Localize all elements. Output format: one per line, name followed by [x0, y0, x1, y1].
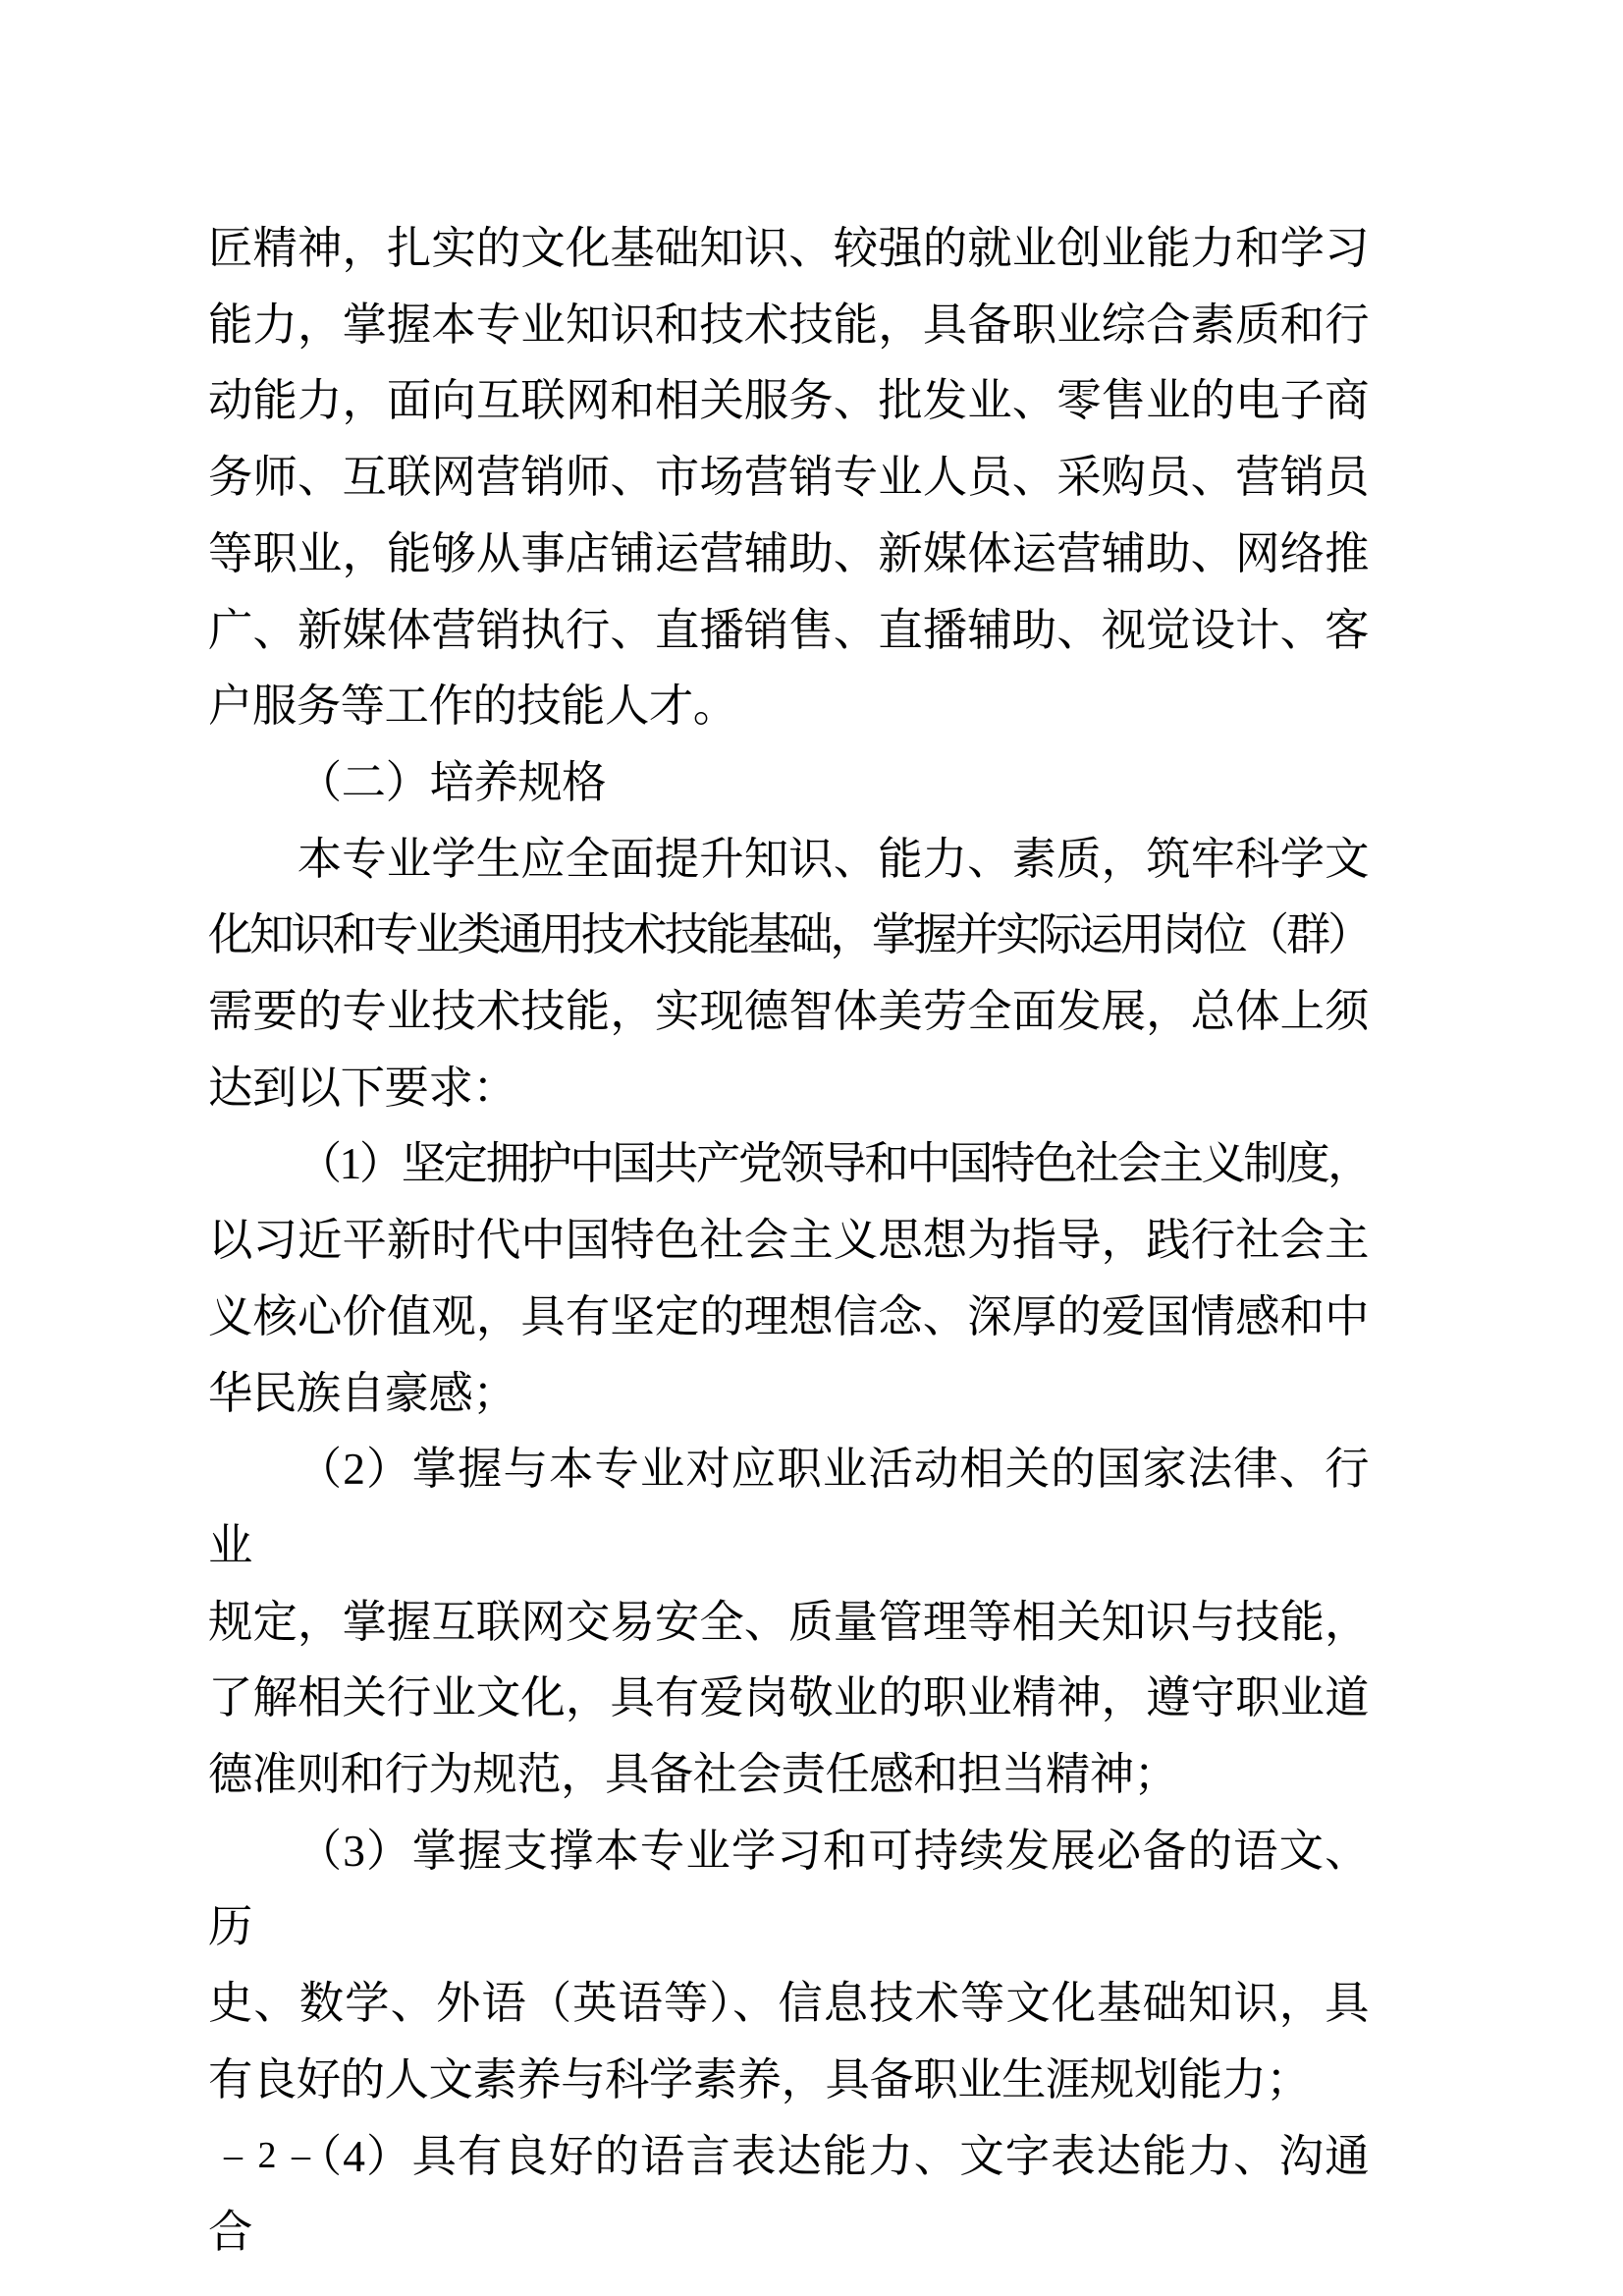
text-line: 达到以下要求： [208, 1063, 517, 1113]
text-line: 广、新媒体营销执行、直播销售、直播辅助、视觉设计、客 [208, 605, 1369, 655]
text-line: 德准则和行为规范，具备社会责任感和担当精神； [208, 1750, 1178, 1800]
text-line: 华民族自豪感； [208, 1368, 517, 1418]
page-number: – 2 – [224, 2135, 313, 2176]
text-line: 史、数学、外语（英语等）、信息技术等文化基础知识，具 [208, 1979, 1369, 2029]
text-line: 义核心价值观，具有坚定的理想信念、深厚的爱国情感和中 [208, 1291, 1369, 1341]
text-line: 有良好的人文素养与科学素养，具备职业生涯规划能力； [208, 2054, 1311, 2105]
text-line: （2）掌握与本专业对应职业活动相关的国家法律、行业 [208, 1445, 1369, 1570]
text-line: （3）掌握支撑本专业学习和可持续发展必备的语文、历 [208, 1826, 1369, 1952]
text-line: 等职业，能够从事店铺运营辅助、新媒体运营辅助、网络推 [208, 528, 1369, 578]
text-line: 动能力，面向互联网和相关服务、批发业、零售业的电子商 [208, 376, 1369, 426]
text-line: 化知识和专业类通用技术技能基础，掌握并实际运用岗位（群） [208, 910, 1369, 960]
text-line: 匠精神，扎实的文化基础知识、较强的就业创业能力和学习 [208, 224, 1369, 273]
text-line: 规定，掌握互联网交易安全、质量管理等相关知识与技能， [208, 1597, 1369, 1647]
section-heading: （二）培养规格 [297, 757, 607, 807]
text-line: 能力，掌握本专业知识和技术技能，具备职业综合素质和行 [208, 300, 1369, 350]
text-line: （1）坚定拥护中国共产党领导和中国特色社会主义制度， [297, 1139, 1369, 1189]
text-line: 户服务等工作的技能人才。 [208, 682, 737, 732]
text-line: 需要的专业技术技能，实现德智体美劳全面发展，总体上须 [208, 987, 1369, 1037]
text-line: 以习近平新时代中国特色社会主义思想为指导，践行社会主 [208, 1216, 1369, 1266]
text-line: 了解相关行业文化，具有爱岗敬业的职业精神，遵守职业道 [208, 1673, 1369, 1723]
text-line: 务师、互联网营销师、市场营销专业人员、采购员、营销员 [208, 453, 1369, 503]
text-line: （4）具有良好的语言表达能力、文字表达能力、沟通合 [208, 2131, 1369, 2258]
document-body-text [208, 211, 1369, 2271]
text-line: 本专业学生应全面提升知识、能力、素质，筑牢科学文 [297, 834, 1369, 884]
